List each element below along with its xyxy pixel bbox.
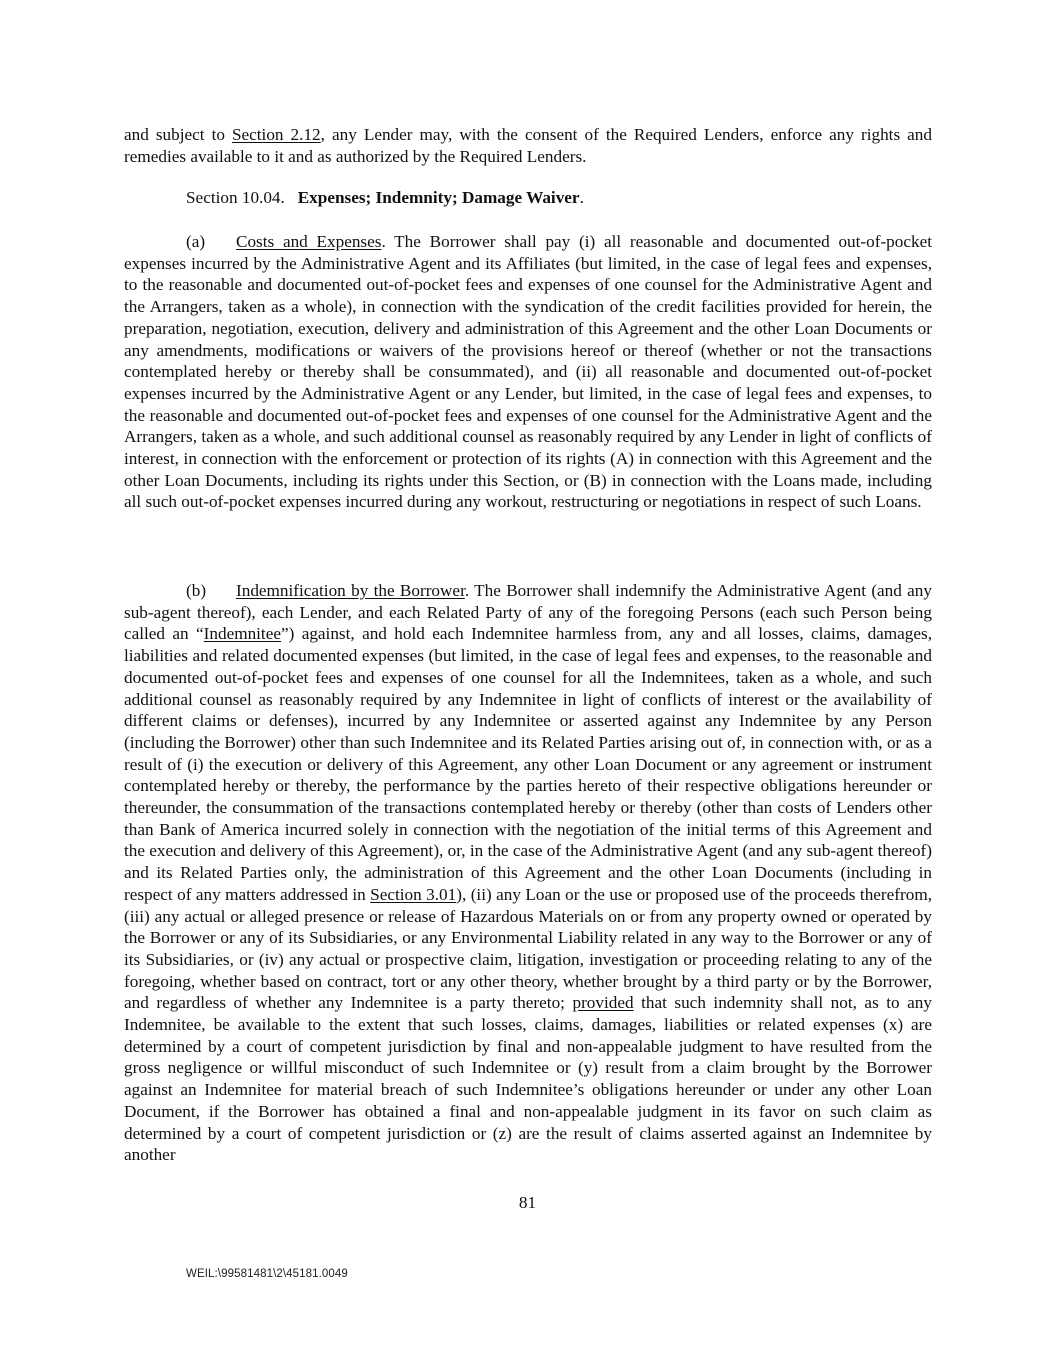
provided-proviso: provided <box>572 993 634 1013</box>
indemnification-heading: Indemnification by the Borrower <box>236 581 465 600</box>
costs-and-expenses-heading: Costs and Expenses <box>236 232 382 251</box>
section-2-12-reference: Section 2.12 <box>231 125 321 144</box>
page-number: 81 <box>518 1193 537 1212</box>
paragraph-b-text-4: that such indemnity shall not, as to any Indemnitee, be available to the extent that such losses, claims, damages, liabilities or related expenses (x) are determined by a court of competent jurisdiction by final and non-appealable judgment to have resulted from the gross negligence or willful misconduct of such Indemnitee or (y) result from a claim brought by the Borrower against an Indemnitee for material breach of such Indemnitee’s obligations hereunder or under any other Loan Document, if the Borrower has obtained a final and non-appealable judgment in its favor on such claim as determined by a court of competent jurisdiction or (z) are the result of claims asserted against an Indemnitee by another <box>124 993 932 1165</box>
paragraph-b <box>124 580 932 1166</box>
section-title-period: . <box>579 188 584 207</box>
paragraph-b-marker: (b) <box>186 581 207 600</box>
section-number: Section 10.04. <box>186 188 285 207</box>
section-3-01-reference: Section 3.01 <box>370 884 457 904</box>
footer-document-reference: WEIL:\99581481\2\45181.0049 <box>186 1268 348 1280</box>
indemnitee-defined-term: Indemnitee <box>203 624 281 644</box>
intro-text-start: and subject to <box>124 125 232 144</box>
paragraph-a <box>124 231 932 513</box>
section-title: Expenses; Indemnity; Damage Waiver <box>297 188 580 207</box>
paragraph-a-text: . The Borrower shall pay (i) all reasonable and documented out-of-pocket expenses incurred by the Administrative Agent and its Affiliates (but limited, in the case of legal fees and expenses, to the reasonable and documented out-of-pocket fees and expenses of one counsel for the Administrative Agent and the Arrangers, taken as a whole), in connection with the syndication of the credit facilities provided for herein, the preparation, negotiation, execution, delivery and administration of this Agreement and the other Loan Documents or any amendments, modifications or waivers of the provisions hereof or thereof (whether or not the transactions contemplated hereby or thereby shall be consummated), and (ii) all reasonable and documented out-of-pocket expenses incurred by the Administrative Agent or any Lender, but limited, in the case of legal fees and expenses, to the reasonable and documented out-of-pocket fees and expenses of one counsel for the Administrative Agent and the Arrangers, taken as a whole, and such additional counsel as reasonably required by any Lender in light of conflicts of interest, in connection with the enforcement or protection of its rights (A) in connection with this Agreement and the other Loan Documents, including its rights under this Section, or (B) in connection with the Loans made, including all such out-of-pocket expenses incurred during any workout, restructuring or negotiations in respect of such Loans. <box>124 232 932 512</box>
paragraph-a-marker: (a) <box>186 232 206 251</box>
paragraph-b-text-2: ”) against, and hold each Indemnitee harmless from, any and all losses, claims, damages, liabilities and related documented expenses (but limited, in the case of legal fees and expenses, to the reasonable and documented out-of-pocket fees and expenses of one counsel for all the Indemnitees, taken as a whole, and such additional counsel as reasonably required by any Indemnitee in light of conflicts of interest or the availability of different claims or defenses), incurred by any Indemnitee or asserted against any Indemnitee by any Person (including the Borrower) other than such Indemnitee and its Related Parties arising out of, in connection with, or as a result of (i) the execution or delivery of this Agreement, any other Loan Document or any agreement or instrument contemplated hereby or thereby, the performance by the parties hereto of their respective obligations hereunder or thereunder, the consummation of the transactions contemplated hereby or thereby (other than costs of Lenders other than Bank of America incurred solely in connection with the negotiation of the initial terms of this Agreement and the execution and delivery of this Agreement), or, in the case of the Administrative Agent (and any sub-agent thereof) and its Related Parties only, the administration of this Agreement and the other Loan Documents (including in respect of any matters addressed in <box>124 624 932 904</box>
section-heading <box>186 187 584 209</box>
intro-paragraph <box>124 124 932 167</box>
intro-text-end: , any Lender may, with the consent of the Required Lenders, enforce any rights and remedies available to it and as authorized by the Required Lenders. <box>124 125 932 166</box>
paragraph-b-text-3: ), (ii) any Loan or the use or proposed use of the proceeds therefrom, (iii) any actual or alleged presence or release of Hazardous Materials on or from any property owned or operated by the Borrower or any of its Subsidiaries, or any Environmental Liability related in any way to the Borrower or any of its Subsidiaries, or (iv) any actual or prospective claim, litigation, investigation or proceeding relating to any of the foregoing, whether based on contract, tort or any other theory, whether brought by a third party or by the Borrower, and regardless of whether any Indemnitee is a party thereto; <box>124 884 932 1013</box>
paragraph-b-text-1: . The Borrower shall indemnify the Administrative Agent (and any sub-agent thereof), each Lender, and each Related Party of any of the foregoing Persons (each such Person being called an “ <box>124 581 932 644</box>
